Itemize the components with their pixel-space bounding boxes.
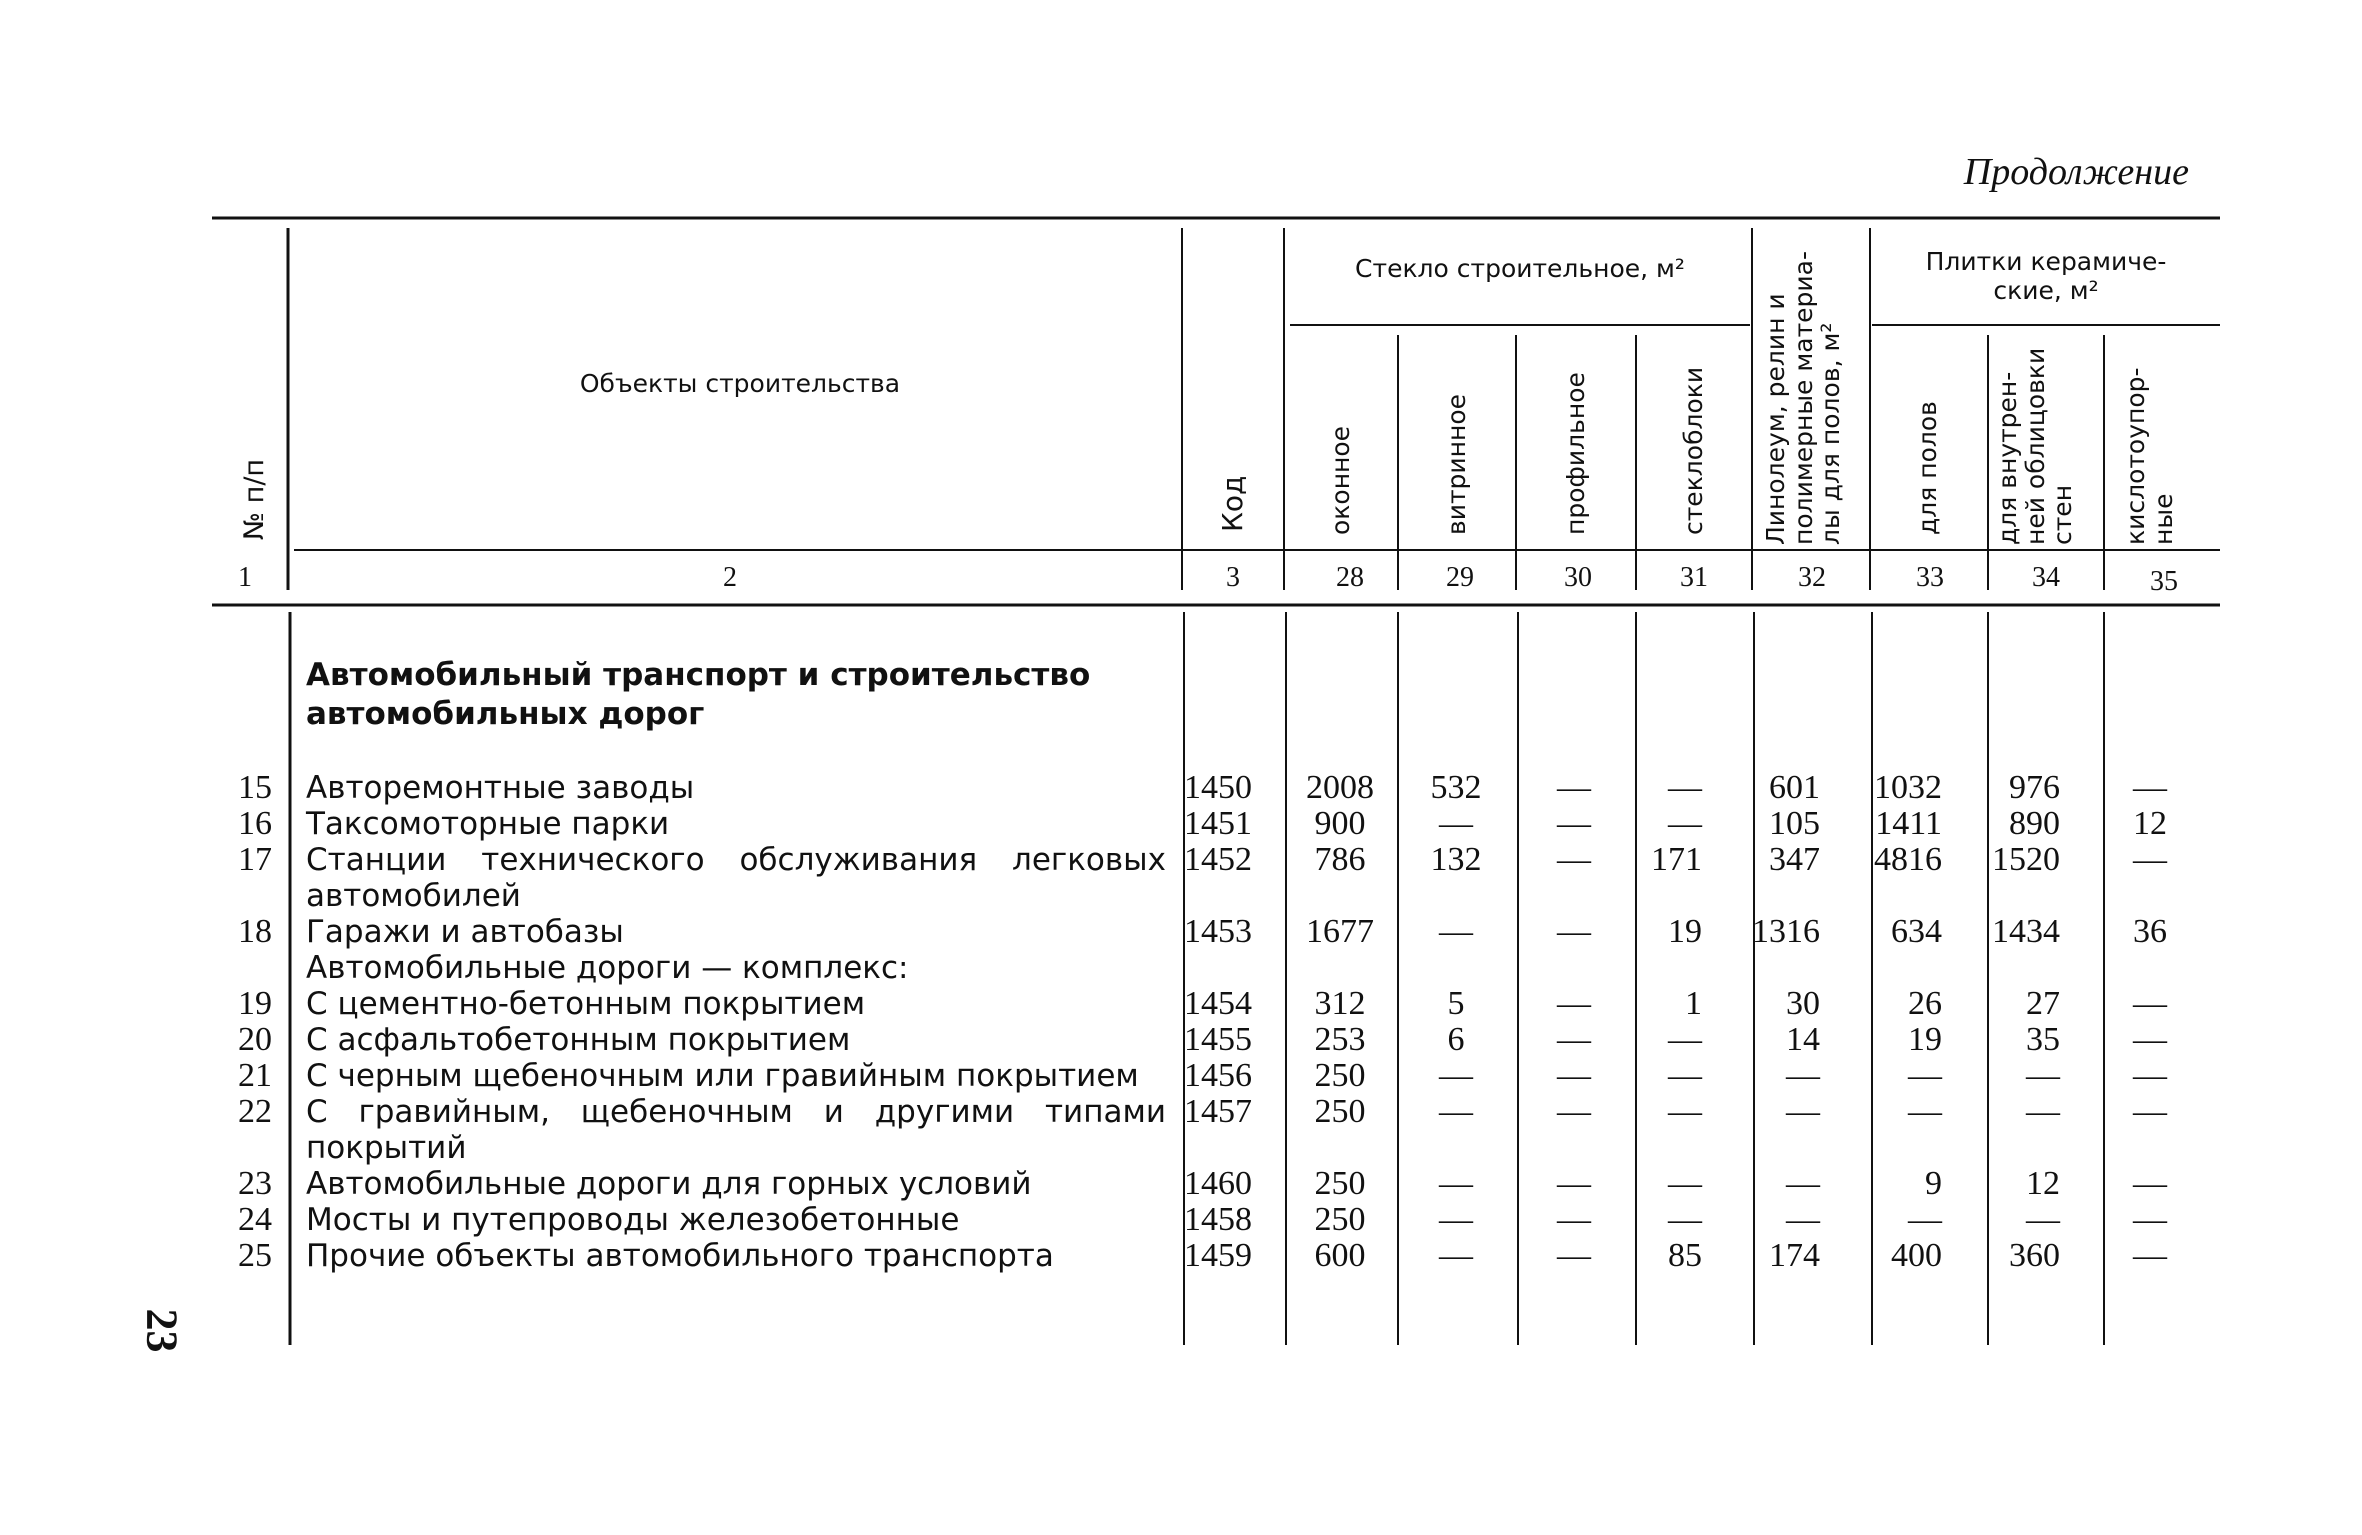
header-col35-line2: ные: [2148, 493, 2178, 545]
colnum-35: 35: [2150, 566, 2178, 597]
cell-c28: 312: [1314, 985, 1366, 1022]
cell-c35: 36: [2133, 913, 2167, 950]
cell-c30: —: [1557, 1201, 1591, 1238]
row-number: 15: [238, 769, 272, 806]
cell-c29: —: [1439, 1057, 1473, 1094]
cell-c35: —: [2133, 1201, 2167, 1238]
cell-code: 1456: [1184, 1057, 1252, 1094]
header-objects: Объекты строительства: [579, 369, 901, 398]
cell-c33: —: [1908, 1201, 1942, 1238]
cell-c30: —: [1557, 1237, 1591, 1274]
cell-c30: —: [1557, 805, 1591, 842]
row-number: 18: [238, 913, 272, 950]
cell-code: 1453: [1184, 913, 1252, 950]
cell-c34: 976: [2009, 769, 2060, 806]
row-name: С асфальтобетонным покрытием: [306, 1022, 851, 1058]
cell-code: 1460: [1184, 1165, 1252, 1202]
cell-c33: —: [1908, 1093, 1942, 1130]
header-tile-group: [1872, 248, 2220, 306]
header-col32-line3: лы для полов, м²: [1816, 322, 1845, 545]
row-name: С черным щебеночным или гравийным покрытием: [306, 1058, 1139, 1094]
cell-c30: —: [1557, 1021, 1591, 1058]
cell-code: 1457: [1184, 1093, 1252, 1130]
row-number: 22: [238, 1093, 272, 1130]
row-number: 16: [238, 805, 272, 842]
cell-c29: 6: [1447, 1021, 1465, 1058]
section-title: Автомобильный транспорт и строительство автомобильных дорог: [306, 657, 1091, 732]
cell-c28: 253: [1314, 1021, 1366, 1058]
cell-c29: 5: [1447, 985, 1465, 1022]
cell-c32: —: [1786, 1201, 1820, 1238]
cell-c31: —: [1668, 1201, 1702, 1238]
colnum-28: 28: [1336, 562, 1364, 593]
continuation-label: Продолжение: [1963, 151, 2189, 193]
cell-c32: 14: [1786, 1021, 1820, 1058]
cell-c30: —: [1557, 841, 1591, 878]
header-col32: [1762, 251, 1845, 545]
cell-c31: —: [1668, 1093, 1702, 1130]
cell-c34: 890: [2009, 805, 2060, 842]
row-name: С гравийным, щебеночным и другими типами покрытий: [306, 1094, 1166, 1166]
colnum-3: 3: [1226, 562, 1240, 593]
cell-c32: 601: [1769, 769, 1820, 806]
colnum-1: 1: [238, 562, 252, 593]
row-number: 25: [238, 1237, 272, 1274]
cell-c28: 2008: [1306, 769, 1374, 806]
cell-c34: 360: [2009, 1237, 2060, 1274]
cell-c28: 250: [1314, 1165, 1366, 1202]
cell-c32: 347: [1769, 841, 1820, 878]
cell-c29: 532: [1430, 769, 1482, 806]
cell-c29: —: [1439, 1237, 1473, 1274]
cell-c32: —: [1786, 1093, 1820, 1130]
cell-c34: 1520: [1992, 841, 2060, 878]
row-number: 19: [238, 985, 272, 1022]
cell-c31: 19: [1668, 913, 1702, 950]
cell-c28: 900: [1314, 805, 1366, 842]
cell-code: 1452: [1184, 841, 1252, 878]
cell-c34: 1434: [1992, 913, 2060, 950]
cell-c28: 250: [1314, 1057, 1366, 1094]
cell-code: 1451: [1184, 805, 1252, 842]
cell-c30: —: [1557, 1093, 1591, 1130]
row-name: Автомобильные дороги для горных условий: [306, 1166, 1032, 1202]
cell-c34: —: [2026, 1201, 2060, 1238]
cell-c35: —: [2133, 1165, 2167, 1202]
cell-c28: 250: [1314, 1201, 1366, 1238]
row-number: 23: [238, 1165, 272, 1202]
colnum-2: 2: [723, 562, 737, 593]
cell-c31: —: [1668, 805, 1702, 842]
cell-c35: —: [2133, 1057, 2167, 1094]
row-name: Автомобильные дороги — комплекс:: [306, 950, 909, 986]
cell-c34: 12: [2026, 1165, 2060, 1202]
cell-c35: —: [2133, 841, 2167, 878]
colnum-29: 29: [1446, 562, 1474, 593]
header-glass-group: Стекло строительное, м²: [1355, 254, 1685, 283]
cell-c31: 1: [1685, 985, 1702, 1022]
header-col33: для полов: [1913, 401, 1942, 535]
cell-c31: 171: [1651, 841, 1702, 878]
cell-c35: —: [2133, 1093, 2167, 1130]
cell-c34: 35: [2026, 1021, 2060, 1058]
cell-c29: —: [1439, 805, 1473, 842]
row-name: Авторемонтные заводы: [306, 770, 695, 806]
cell-c28: 250: [1314, 1093, 1366, 1130]
cell-c32: —: [1786, 1057, 1820, 1094]
cell-c33: 1411: [1875, 805, 1942, 842]
row-name: Таксомоторные парки: [306, 806, 670, 842]
cell-c31: —: [1668, 1021, 1702, 1058]
header-col34: [1994, 348, 2077, 545]
colnum-34: 34: [2032, 562, 2060, 593]
cell-c33: 4816: [1874, 841, 1942, 878]
cell-c33: 400: [1891, 1237, 1942, 1274]
row-name: Станции технического обслуживания легковых автомобилей: [306, 842, 1166, 914]
row-number: 20: [238, 1021, 272, 1058]
header-col32-line1: Линолеум, релин и: [1761, 293, 1790, 545]
row-name: Прочие объекты автомобильного транспорта: [306, 1238, 1054, 1274]
cell-code: 1455: [1184, 1021, 1252, 1058]
row-number: 17: [238, 841, 272, 878]
colnum-30: 30: [1564, 562, 1592, 593]
row-number: 21: [238, 1057, 272, 1094]
cell-code: 1454: [1184, 985, 1252, 1022]
cell-c31: —: [1668, 1057, 1702, 1094]
header-col31: стеклоблоки: [1679, 366, 1708, 535]
cell-c33: 9: [1925, 1165, 1942, 1202]
cell-c31: 85: [1668, 1237, 1702, 1274]
cell-c34: —: [2026, 1093, 2060, 1130]
cell-c33: 1032: [1874, 769, 1942, 806]
cell-c31: —: [1668, 1165, 1702, 1202]
cell-c33: 26: [1908, 985, 1942, 1022]
header-col29: витринное: [1442, 393, 1471, 535]
header-col34-line1: для внутрен-: [1993, 371, 2022, 545]
row-name: С цементно-бетонным покрытием: [306, 986, 866, 1022]
cell-c33: 19: [1908, 1021, 1942, 1058]
cell-code: 1450: [1184, 769, 1252, 806]
cell-c28: 600: [1314, 1237, 1366, 1274]
cell-c29: —: [1439, 913, 1473, 950]
header-tile-line1: Плитки керамиче-: [1925, 247, 2167, 276]
cell-c29: —: [1439, 1165, 1473, 1202]
header-col35: [2122, 367, 2177, 545]
page-number: 23: [137, 1308, 187, 1353]
cell-c33: 634: [1891, 913, 1942, 950]
cell-c33: —: [1908, 1057, 1942, 1094]
cell-code: 1458: [1184, 1201, 1252, 1238]
header-col28: оконное: [1326, 425, 1355, 535]
cell-code: 1459: [1184, 1237, 1252, 1274]
cell-c32: 1316: [1752, 913, 1820, 950]
cell-c30: —: [1557, 1165, 1591, 1202]
cell-c28: 1677: [1306, 913, 1374, 950]
cell-c29: —: [1439, 1201, 1473, 1238]
header-row-number: № п/п: [239, 458, 270, 540]
cell-c35: —: [2133, 1237, 2167, 1274]
header-code: Код: [1216, 475, 1249, 532]
cell-c31: —: [1668, 769, 1702, 806]
cell-c29: 132: [1430, 841, 1482, 878]
header-col32-line2: полимерные материа-: [1788, 251, 1818, 545]
cell-c34: 27: [2026, 985, 2060, 1022]
cell-c35: —: [2133, 769, 2167, 806]
cell-c29: —: [1439, 1093, 1473, 1130]
cell-c30: —: [1557, 769, 1591, 806]
cell-c32: 105: [1769, 805, 1820, 842]
header-col34-line2: ней облицовки: [2020, 347, 2050, 545]
cell-c34: —: [2026, 1057, 2060, 1094]
row-name: Гаражи и автобазы: [306, 914, 624, 950]
cell-c32: 30: [1786, 985, 1820, 1022]
header-col30: профильное: [1561, 372, 1590, 535]
cell-c35: —: [2133, 985, 2167, 1022]
cell-c32: —: [1786, 1165, 1820, 1202]
colnum-32: 32: [1798, 562, 1826, 593]
colnum-31: 31: [1680, 562, 1708, 593]
row-number: 24: [238, 1201, 272, 1238]
header-tile-line2: ские, м²: [1993, 275, 2099, 305]
cell-c30: —: [1557, 985, 1591, 1022]
row-name: Мосты и путепроводы железобетонные: [306, 1202, 960, 1238]
cell-c30: —: [1557, 913, 1591, 950]
colnum-33: 33: [1916, 562, 1944, 593]
cell-c28: 786: [1314, 841, 1366, 878]
header-col35-line1: кислотоупор-: [2121, 367, 2150, 545]
cell-c35: —: [2133, 1021, 2167, 1058]
header-col34-line3: стен: [2048, 484, 2077, 545]
cell-c32: 174: [1769, 1237, 1820, 1274]
cell-c35: 12: [2133, 805, 2167, 842]
cell-c30: —: [1557, 1057, 1591, 1094]
